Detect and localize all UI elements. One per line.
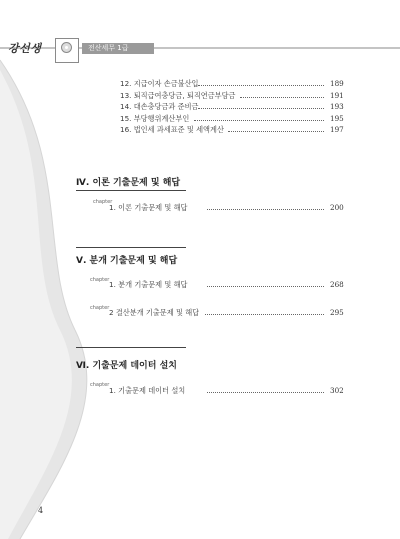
toc-item-page: 193 [330, 102, 344, 111]
toc-item-page: 268 [330, 280, 344, 289]
toc-item[interactable] [109, 203, 345, 213]
section-rule [76, 347, 186, 348]
toc-item-label: 12. 지급이자 손금불산입 [120, 79, 199, 88]
toc-item[interactable] [120, 114, 345, 124]
toc-item-page: 197 [330, 125, 344, 134]
leader-dots [228, 131, 324, 132]
brand-logo: 강선생 [8, 42, 42, 55]
toc-item-page: 200 [330, 203, 344, 212]
toc-item-page: 302 [330, 386, 344, 395]
chapter-tag: chapter [90, 382, 110, 388]
chapter-tag: chapter [90, 305, 110, 311]
leader-dots [198, 108, 324, 109]
leader-dots [207, 209, 324, 210]
toc-item-label: 2 결산분개 기출문제 및 해답 [109, 308, 200, 317]
toc-item-page: 295 [330, 308, 344, 317]
toc-item-page: 189 [330, 79, 344, 88]
book-title-tag: 전산세무 1급 [82, 43, 154, 54]
toc-item[interactable] [109, 386, 345, 396]
toc-item[interactable] [120, 91, 345, 101]
leader-dots [198, 85, 324, 86]
toc-item-label: 1. 이론 기출문제 및 해답 [109, 203, 188, 212]
toc-item-label: 1. 분개 기출문제 및 해답 [109, 280, 188, 289]
toc-item-label: 13. 퇴직급여충당금, 퇴직연금부담금 [120, 91, 236, 100]
leader-dots [240, 97, 324, 98]
leader-dots [194, 120, 324, 121]
section-title: Ⅵ. 기출문제 데이터 설치 [76, 361, 177, 371]
section-title: Ⅳ. 이론 기출문제 및 해답 [76, 178, 181, 188]
toc-item[interactable] [109, 308, 345, 318]
page-number: 4 [38, 506, 44, 515]
leader-dots [207, 392, 324, 393]
chapter-tag: chapter [90, 277, 110, 283]
leader-dots [207, 286, 324, 287]
toc-item[interactable] [109, 280, 345, 290]
section-rule [76, 247, 186, 248]
toc-item-label: 14. 대손충당금과 준비금 [120, 102, 199, 111]
toc-item-page: 191 [330, 91, 344, 100]
toc-item-label: 16. 법인세 과세표준 및 세액계산 [120, 125, 224, 134]
chapter-tag: chapter [93, 199, 113, 205]
leader-dots [205, 314, 324, 315]
toc-item-label: 1. 기출문제 데이터 설치 [109, 386, 186, 395]
toc-item[interactable] [120, 102, 345, 112]
toc-item-page: 195 [330, 114, 344, 123]
section-title: Ⅴ. 분개 기출문제 및 해답 [76, 256, 178, 266]
section-rule [76, 190, 186, 191]
toc-item[interactable] [120, 125, 345, 135]
toc-item-label: 15. 부당행위계산부인 [120, 114, 190, 123]
toc-item[interactable] [120, 79, 345, 89]
circle-icon [61, 42, 72, 53]
